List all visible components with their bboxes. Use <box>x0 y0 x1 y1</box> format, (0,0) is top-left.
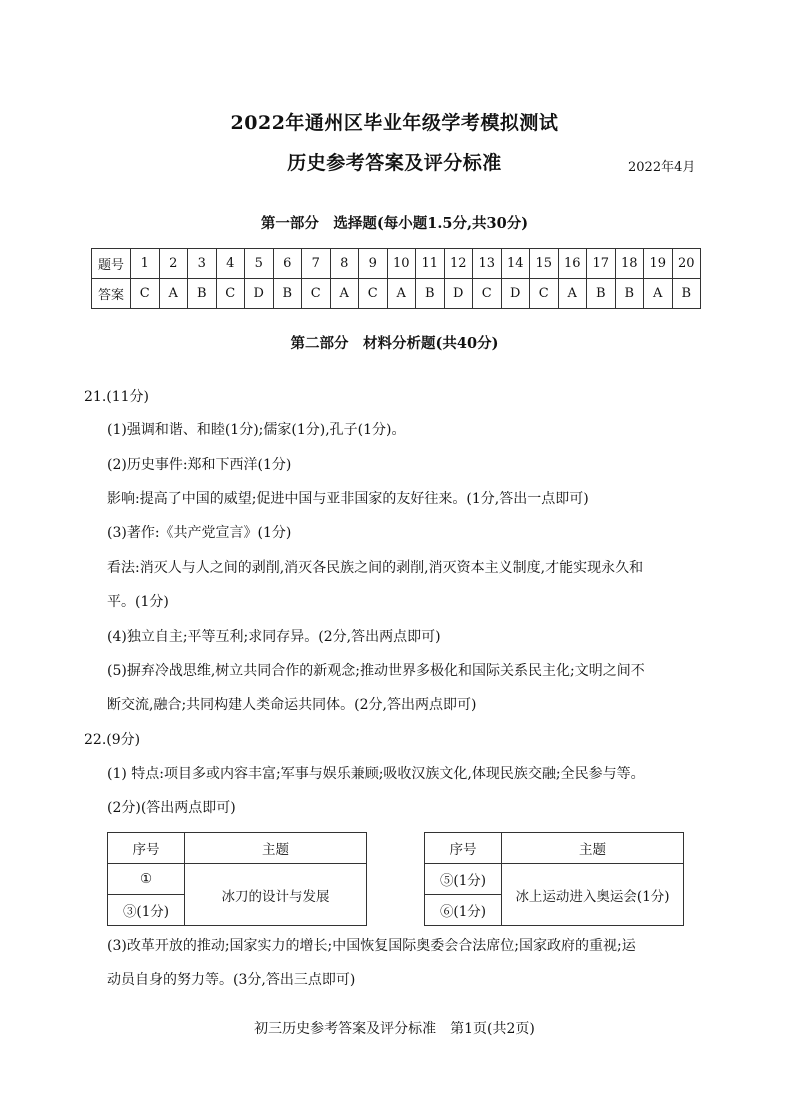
q21-line: (4)独立自主;平等互利;求同存异。(2分,答出两点即可) <box>107 629 441 645</box>
page-footer: 初三历史参考答案及评分标准 第1页(共2页) <box>254 1021 535 1037</box>
answer-table <box>91 248 701 309</box>
part2-title: 第二部分 材料分析题(共40分) <box>290 335 499 352</box>
q21-line: (3)著作:《共产党宣言》(1分) <box>107 525 292 541</box>
question-number-cell: 16 <box>558 249 587 279</box>
q21-line: (1)强调和谐、和睦(1分);儒家(1分),孔子(1分)。 <box>107 422 406 438</box>
row-label-numbers: 题号 <box>92 249 131 279</box>
answer-cell: D <box>444 279 473 309</box>
question-number-cell: 3 <box>188 249 217 279</box>
answer-cell: D <box>245 279 274 309</box>
q22-line: (3)改革开放的推动;国家实力的增长;中国恢复国际奥委会合法席位;国家政府的重视;运 <box>107 938 636 954</box>
question-number-cell: 7 <box>302 249 331 279</box>
theme-cell: 冰刀的设计与发展 <box>185 864 367 926</box>
q21-line: 看法:消灭人与人之间的剥削,消灭各民族之间的剥削,消灭资本主义制度,才能实现永久和 <box>107 560 644 576</box>
answer-cell: B <box>273 279 302 309</box>
question-number-cell: 20 <box>672 249 701 279</box>
seq-cell: ⑤(1分) <box>425 864 502 895</box>
seq-cell: ① <box>108 864 185 895</box>
answer-cell: B <box>416 279 445 309</box>
answer-table-answer-row <box>92 279 701 309</box>
question-number-cell: 2 <box>159 249 188 279</box>
question-number-cell: 1 <box>131 249 160 279</box>
q22-line: 动员自身的努力等。(3分,答出三点即可) <box>107 972 356 988</box>
q22-line: (1) 特点:项目多或内容丰富;军事与娱乐兼顾;吸收汉族文化,体现民族交融;全民参与等。 <box>107 766 645 782</box>
page-subtitle: 历史参考答案及评分标准 <box>287 152 502 174</box>
q21-line: 断交流,融合;共同构建人类命运共同体。(2分,答出两点即可) <box>107 697 477 713</box>
theme-table-right <box>424 832 684 926</box>
question-number-cell: 15 <box>530 249 559 279</box>
answer-cell: C <box>131 279 160 309</box>
question-number-cell: 10 <box>387 249 416 279</box>
question-number-cell: 8 <box>330 249 359 279</box>
page-title: 2022年通州区毕业年级学考模拟测试 <box>230 112 559 134</box>
answer-cell: B <box>587 279 616 309</box>
answer-table-number-row <box>92 249 701 279</box>
seq-cell: ③(1分) <box>108 895 185 926</box>
answer-cell: A <box>330 279 359 309</box>
answer-cell: C <box>216 279 245 309</box>
question-number-cell: 9 <box>359 249 388 279</box>
question-number-cell: 13 <box>473 249 502 279</box>
col-header-seq: 序号 <box>425 833 502 864</box>
question-number-cell: 14 <box>501 249 530 279</box>
answer-cell: A <box>159 279 188 309</box>
question-number-cell: 11 <box>416 249 445 279</box>
seq-cell: ⑥(1分) <box>425 895 502 926</box>
answer-cell: C <box>302 279 331 309</box>
theme-cell: 冰上运动进入奥运会(1分) <box>502 864 684 926</box>
part1-title: 第一部分 选择题(每小题1.5分,共30分) <box>260 215 529 232</box>
q21-line: 影响:提高了中国的威望;促进中国与亚非国家的友好往来。(1分,答出一点即可) <box>107 491 589 507</box>
document-date: 2022年4月 <box>628 160 696 175</box>
q21-line: (5)摒弃冷战思维,树立共同合作的新观念;推动世界多极化和国际关系民主化;文明之间不 <box>107 663 645 679</box>
answer-cell: B <box>615 279 644 309</box>
answer-cell: C <box>359 279 388 309</box>
theme-table-left <box>107 832 367 926</box>
answer-cell: A <box>387 279 416 309</box>
question-number-cell: 5 <box>245 249 274 279</box>
answer-cell: A <box>644 279 673 309</box>
q22-line: (2分)(答出两点即可) <box>107 800 236 816</box>
col-header-theme: 主题 <box>185 833 367 864</box>
question-number-cell: 4 <box>216 249 245 279</box>
answer-cell: C <box>473 279 502 309</box>
answer-cell: B <box>188 279 217 309</box>
question-number-cell: 18 <box>615 249 644 279</box>
col-header-theme: 主题 <box>502 833 684 864</box>
q22-heading: 22.(9分) <box>84 732 141 748</box>
question-number-cell: 17 <box>587 249 616 279</box>
question-number-cell: 12 <box>444 249 473 279</box>
answer-cell: A <box>558 279 587 309</box>
q21-heading: 21.(11分) <box>84 389 150 405</box>
q21-line: (2)历史事件:郑和下西洋(1分) <box>107 457 292 473</box>
answer-cell: B <box>672 279 701 309</box>
col-header-seq: 序号 <box>108 833 185 864</box>
row-label-answers: 答案 <box>92 279 131 309</box>
question-number-cell: 6 <box>273 249 302 279</box>
question-number-cell: 19 <box>644 249 673 279</box>
answer-cell: C <box>530 279 559 309</box>
q21-line: 平。(1分) <box>107 594 169 610</box>
answer-cell: D <box>501 279 530 309</box>
